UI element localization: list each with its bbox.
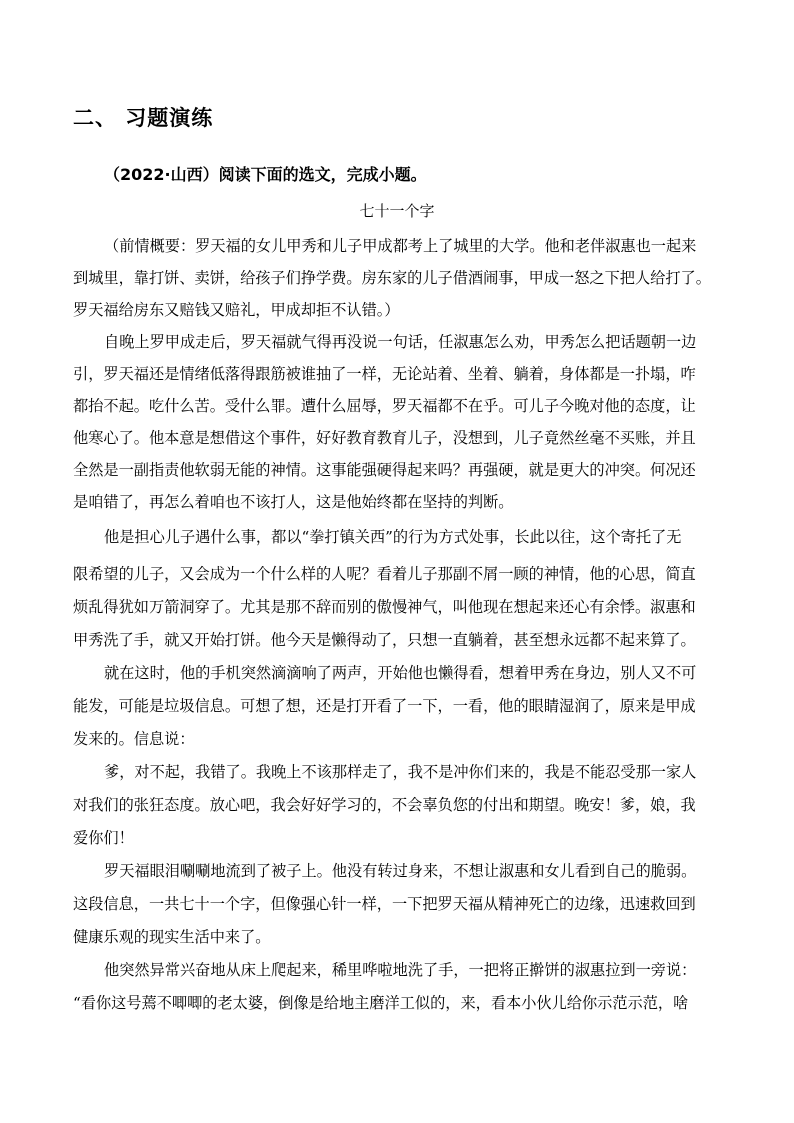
question-prompt: （2022·山西）阅读下面的选文，完成小题。	[104, 165, 427, 184]
paragraph-line: 甲秀洗了手，就又开始打饼。他今天是懒得动了，只想一直躺着，甚至想永远都不起来算了。	[73, 631, 696, 649]
paragraph-line: 烦乱得犹如万箭洞穿了。尤其是那不辞而别的傲慢神气，叫他现在想起来还心有余悸。淑惠和	[73, 598, 696, 616]
paragraph-line: 他是担心儿子遇什么事，都以“拳打镇关西”的行为方式处事，长此以往，这个寄托了无	[104, 528, 682, 546]
paragraph-line: 爹，对不起，我错了。我晚上不该那样走了，我不是冲你们来的，我是不能忍受那一家人	[104, 763, 697, 781]
paragraph-line: 对我们的张狂态度。放心吧，我会好好学习的，不会辜负您的付出和期望。晚安！爹，娘，我	[73, 796, 696, 814]
paragraph-line: （前情概要：罗天福的女儿甲秀和儿子甲成都考上了城里的大学。他和老伴淑惠也一起来	[104, 237, 697, 255]
story-title: 七十一个字	[359, 202, 435, 220]
paragraph-line: 是咱错了，再怎么着咱也不该打人，这是他始终都在坚持的判断。	[73, 493, 514, 511]
paragraph-line: 限希望的儿子，又会成为一个什么样的人呢？看着儿子那副不屑一顾的神情，他的心思，简直	[73, 565, 696, 583]
paragraph-line: 全然是一副指责他软弱无能的神情。这事能强硬得起来吗？再强硬，就是更大的冲突。何况还	[73, 461, 696, 479]
paragraph-line: 自晚上罗甲成走后，罗天福就气得再没说一句话，任淑惠怎么劝，甲秀怎么把话题朝一边	[104, 333, 697, 351]
paragraph-line: 爱你们！	[73, 829, 134, 847]
paragraph-line: “看你这号蔫不唧唧的老太婆，倒像是给地主磨洋工似的，来，看本小伙儿给你示范示范，啥	[73, 994, 689, 1012]
paragraph-line: 罗天福给房东又赔钱又赔礼，甲成却拒不认错。）	[73, 301, 400, 319]
paragraph-line: 这段信息，一共七十一个字，但像强心针一样，一下把罗天福从精神死亡的边缘，迅速救回到	[73, 895, 696, 913]
paragraph-line: 健康乐观的现实生活中来了。	[73, 928, 271, 946]
section-title: 二、 习题演练	[73, 106, 214, 130]
paragraph-line: 都抬不起。吃什么苦。受什么罪。遭什么屈辱，罗天福都不在乎。可儿子今晚对他的态度，让	[73, 397, 696, 415]
paragraph-line: 能发，可能是垃圾信息。可想了想，还是打开看了一下，一看，他的眼睛湿润了，原来是甲成	[73, 697, 696, 715]
paragraph-line: 罗天福眼泪唰唰地流到了被子上。他没有转过身来，不想让淑惠和女儿看到自己的脆弱。	[104, 862, 697, 880]
paragraph-line: 到城里，靠打饼、卖饼，给孩子们挣学费。房东家的儿子借酒闹事，甲成一怒之下把人给打了。	[73, 269, 711, 287]
paragraph-line: 发来的。信息说：	[73, 730, 195, 748]
paragraph-line: 引，罗天福还是情绪低落得跟筋被谁抽了一样，无论站着、坐着、躺着，身体都是一扑塌，咋	[73, 365, 696, 383]
paragraph-line: 他寒心了。他本意是想借这个事件，好好教育教育儿子，没想到，儿子竟然丝毫不买账，并且	[73, 429, 696, 447]
paragraph-line: 就在这时，他的手机突然滴滴响了两声，开始他也懒得看，想着甲秀在身边，别人又不可	[104, 664, 697, 682]
paragraph-line: 他突然异常兴奋地从床上爬起来，稀里哗啦地洗了手，一把将正擀饼的淑惠拉到一旁说：	[104, 961, 697, 979]
